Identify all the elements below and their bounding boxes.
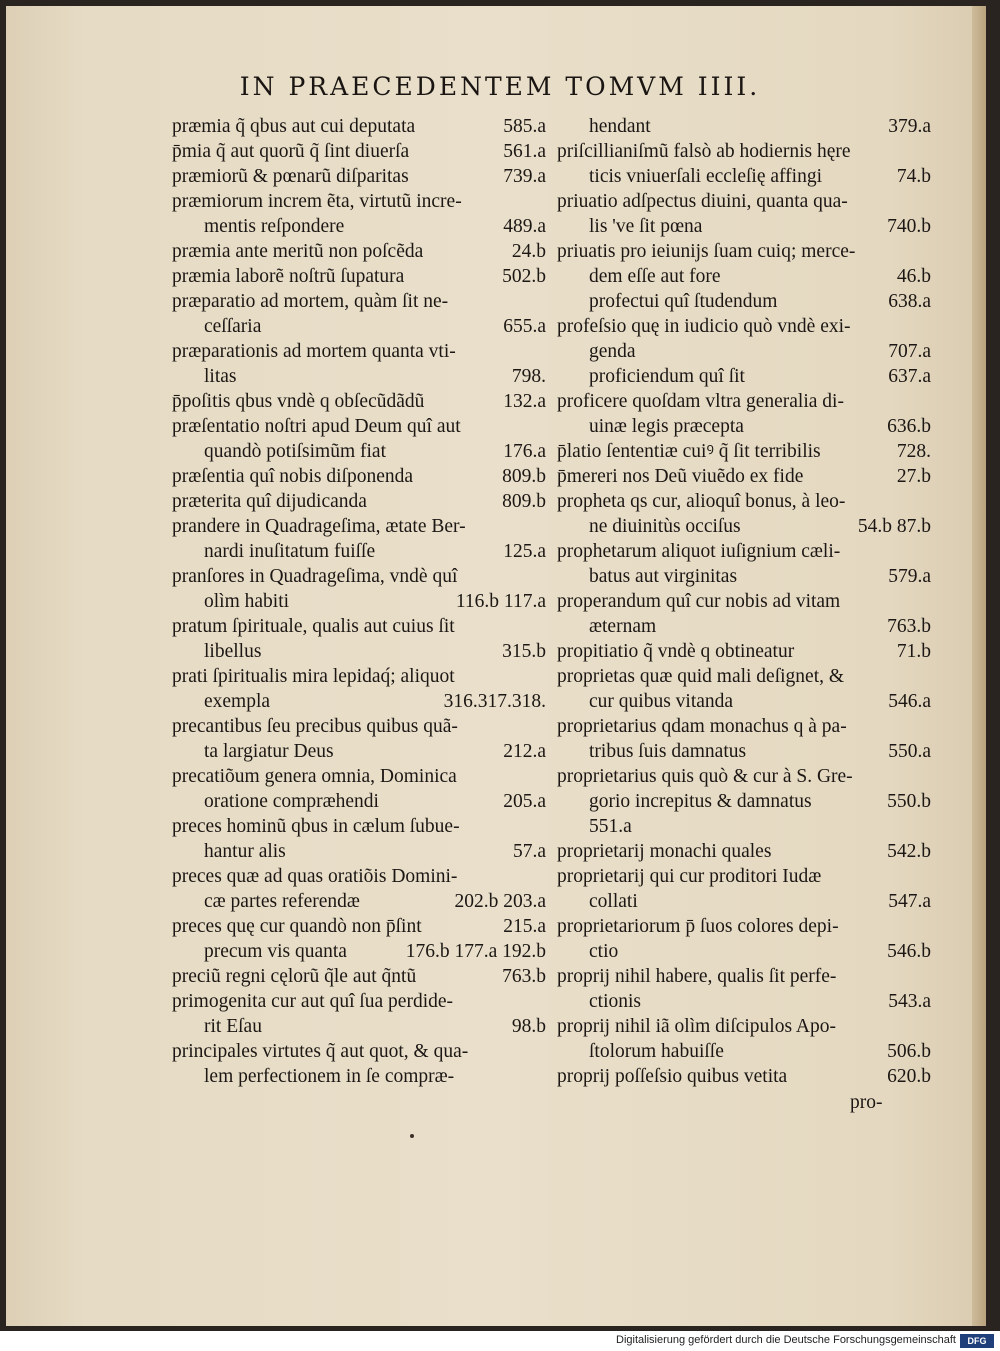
index-entry-text: p̄latio ſententiæ cuiꝰ q̃ ſit terribilis: [557, 441, 821, 462]
index-entry: [172, 764, 546, 789]
index-entry: [557, 539, 931, 564]
index-entry-text: proprietarius quis quò & cur à S. Gre-: [557, 766, 853, 787]
index-entry: [557, 114, 931, 139]
index-entry-text: preces hominũ qbus in cælum ſubue-: [172, 816, 460, 837]
index-entry-text: exempla: [204, 691, 271, 712]
index-entry-page-ref: 550.a: [888, 741, 931, 762]
index-entry: [172, 814, 546, 839]
index-entry-text: batus aut virginitas: [589, 566, 738, 587]
index-entry: [557, 839, 931, 864]
index-entry-text: ſtolorum habuiſſe: [589, 1041, 724, 1062]
index-entry-text: proprij nihil iã olìm diſcipulos Apo-: [557, 1016, 836, 1037]
index-entry-page-ref: 502.b: [502, 266, 546, 287]
index-entry-page-ref: 212.a: [503, 741, 546, 762]
index-entry-text: prandere in Quadrageſima, ætate Ber-: [172, 516, 466, 537]
index-entry-text: ticis vniuerſali eccleſię affingi: [589, 166, 823, 187]
index-entry-text: lem perfectionem in ſe compræ-: [204, 1066, 455, 1087]
index-entry: [557, 689, 931, 714]
index-entry-text: tribus ſuis damnatus: [589, 741, 747, 762]
index-entry: [172, 539, 546, 564]
index-entry-text: oratione compræhendi: [204, 791, 379, 812]
index-entry: [557, 164, 931, 189]
index-entry-page-ref: 125.a: [503, 541, 546, 562]
index-entry-text: nardi inuſitatum fuiſſe: [204, 541, 376, 562]
index-entry-page-ref: 763.b: [502, 966, 546, 987]
index-entry-text: preces quæ ad quas oratiõis Domini-: [172, 866, 458, 887]
index-entry-page-ref: 46.b: [896, 266, 931, 287]
index-entry-page-ref: 542.b: [887, 841, 931, 862]
index-column-left: [172, 114, 546, 1089]
index-entry-text: proficere quoſdam vltra generalia di-: [557, 391, 844, 412]
index-entry-text: priuatis pro ieiunijs ſuam cuiq; merce-: [557, 241, 856, 262]
index-entry-text: properandum quî cur nobis ad vitam: [557, 591, 841, 612]
index-entry: [557, 1014, 931, 1039]
index-entry: [557, 914, 931, 939]
index-entry: [172, 139, 546, 164]
index-entry-text: litas: [204, 366, 237, 387]
index-entry: [172, 514, 546, 539]
index-entry: [172, 114, 546, 139]
index-entry: [172, 689, 546, 714]
index-entry-text: præmia laborẽ noſtrũ ſupatura: [172, 266, 405, 287]
index-entry-text: rit Eſau: [204, 1016, 262, 1037]
index-entry-text: genda: [589, 341, 636, 362]
ink-speck: [410, 1134, 414, 1138]
index-entry: [172, 639, 546, 664]
index-entry-text: ctio: [589, 941, 619, 962]
index-entry: [557, 1039, 931, 1064]
index-entry-text: p̄poſitis qbus vndè q obſecũdãdũ: [172, 391, 425, 412]
index-entry: [557, 464, 931, 489]
index-entry-text: præſentatio noſtri apud Deum quî aut: [172, 416, 461, 437]
index-entry-page-ref: 585.a: [503, 116, 546, 137]
index-entry-text: prati ſpiritualis mira lepidaq́; aliquot: [172, 666, 455, 687]
index-entry-page-ref: 546.b: [887, 941, 931, 962]
index-entry-text: propitiatio q̃ vndè q obtineatur: [557, 641, 795, 662]
index-entry: [557, 639, 931, 664]
index-entry-text: prophetarum aliquot iuſignium cæli-: [557, 541, 841, 562]
index-entry: [557, 139, 931, 164]
index-entry-text: gorio increpitus & damnatus: [589, 791, 812, 812]
index-entry-text: preces quę cur quandò non p̄ſint: [172, 916, 422, 937]
index-entry-text: preciũ regni cęlorũ q̃le aut q̃ntũ: [172, 966, 417, 987]
index-entry-text: precantibus ſeu precibus quibus quã-: [172, 716, 458, 737]
index-entry-page-ref: 205.a: [503, 791, 546, 812]
index-entry: [172, 389, 546, 414]
footer-bar: [0, 1331, 1000, 1351]
index-entry-text: præmia q̃ qbus aut cui deputata: [172, 116, 416, 137]
index-entry: [172, 939, 546, 964]
index-entry-text: proprietarius qdam monachus q à pa-: [557, 716, 847, 737]
index-entry: [557, 714, 931, 739]
index-entry-text: proprij nihil habere, qualis ſit perfe-: [557, 966, 837, 987]
index-entry: [172, 914, 546, 939]
index-entry: [172, 489, 546, 514]
index-entry-text: p̄mia q̃ aut quorũ q̃ ſint diuerſa: [172, 141, 410, 162]
index-entry: [557, 589, 931, 614]
index-entry-text: æternam: [589, 616, 657, 637]
index-entry-text: hendant: [589, 116, 651, 137]
index-entry-text: pranſores in Quadrageſima, vndè quî: [172, 566, 458, 587]
index-entry-text: uinæ legis præcepta: [589, 416, 744, 437]
index-entry-text: priuatio adſpectus diuini, quanta qua-: [557, 191, 848, 212]
index-entry: [172, 189, 546, 214]
index-entry: [557, 614, 931, 639]
index-entry: [172, 889, 546, 914]
index-entry-text: præmiorũ & pœnarũ diſparitas: [172, 166, 409, 187]
index-entry-text: proprij poſſeſsio quibus vetita: [557, 1066, 788, 1087]
index-entry-page-ref: 620.b: [887, 1066, 931, 1087]
index-entry-page-ref: 215.a: [503, 916, 546, 937]
index-entry: [172, 614, 546, 639]
index-entry-page-ref: 316.317.318.: [443, 691, 546, 712]
index-entry-page-ref: 543.a: [888, 991, 931, 1012]
index-entry-page-ref: 637.a: [888, 366, 931, 387]
index-entry-page-ref: 636.b: [887, 416, 931, 437]
index-entry: [172, 414, 546, 439]
index-entry-page-ref: 132.a: [503, 391, 546, 412]
index-entry-text: lis 've ſit pœna: [589, 216, 703, 237]
index-entry: [557, 964, 931, 989]
index-entry-page-ref: 74.b: [896, 166, 931, 187]
index-entry: [557, 489, 931, 514]
index-entry-page-ref: 809.b: [502, 491, 546, 512]
index-entry-text: proprietas quæ quid mali deſignet, &: [557, 666, 845, 687]
index-entry-page-ref: 798.: [511, 366, 546, 387]
index-entry-page-ref: 116.b 117.a: [455, 591, 546, 612]
index-entry-text: præterita quî dijudicanda: [172, 491, 367, 512]
index-entry-page-ref: 98.b: [511, 1016, 546, 1037]
index-entry-page-ref: 176.a: [503, 441, 546, 462]
index-entry-page-ref: 550.b: [887, 791, 931, 812]
index-entry-text: proprietarij qui cur proditori Iudæ: [557, 866, 822, 887]
index-entry: [172, 589, 546, 614]
index-entry-page-ref: 728.: [896, 441, 931, 462]
index-entry-text: hantur alis: [204, 841, 286, 862]
index-entry-text: cæ partes referendæ: [204, 891, 360, 912]
index-entry: [557, 314, 931, 339]
index-entry-page-ref: 739.a: [503, 166, 546, 187]
index-entry: [557, 439, 931, 464]
footer-credit: Digitalisierung gefördert durch die Deutsche Forschungsgemeinschaft: [616, 1334, 956, 1346]
index-entry-text: propheta qs cur, alioquî bonus, à leo-: [557, 491, 846, 512]
index-entry-text: ne diuinitùs occiſus: [589, 516, 741, 537]
index-column-right: [557, 114, 931, 1089]
index-entry: [172, 164, 546, 189]
index-entry: [172, 339, 546, 364]
index-entry-text: cur quibus vitanda: [589, 691, 734, 712]
index-entry: [172, 964, 546, 989]
index-entry-text: profeſsio quę in iudicio quò vndè exi-: [557, 316, 851, 337]
index-entry: [172, 714, 546, 739]
dfg-logo[interactable]: DFG: [960, 1334, 994, 1348]
index-entry: [557, 889, 931, 914]
index-entry-page-ref: 707.a: [888, 341, 931, 362]
index-entry-page-ref: 57.a: [512, 841, 546, 862]
index-entry-page-ref: 740.b: [887, 216, 931, 237]
index-entry: [557, 789, 931, 814]
index-entry: [172, 564, 546, 589]
index-entry-page-ref: 763.b: [887, 616, 931, 637]
index-entry-page-ref: 27.b: [896, 466, 931, 487]
index-entry: [172, 664, 546, 689]
index-entry: [172, 214, 546, 239]
index-entry-text: 551.a: [589, 816, 632, 837]
index-entry-text: precatiõum genera omnia, Dominica: [172, 766, 457, 787]
index-entry-text: mentis reſpondere: [204, 216, 345, 237]
index-entry-text: præparationis ad mortem quanta vti-: [172, 341, 456, 362]
index-entry: [172, 464, 546, 489]
index-entry-page-ref: 638.a: [888, 291, 931, 312]
index-entry-page-ref: 176.b 177.a 192.b: [405, 941, 546, 962]
index-entry: [172, 264, 546, 289]
index-entry: [557, 1064, 931, 1089]
index-entry: [557, 264, 931, 289]
index-entry: [557, 289, 931, 314]
index-entry: [172, 1014, 546, 1039]
index-entry: [557, 764, 931, 789]
index-entry: [557, 189, 931, 214]
index-entry-text: priſcillianiſmũ falsò ab hodiernis hęre: [557, 141, 851, 162]
index-entry: [557, 339, 931, 364]
index-entry: [557, 664, 931, 689]
index-entry: [557, 739, 931, 764]
index-entry-text: ta largiatur Deus: [204, 741, 334, 762]
index-entry-page-ref: 71.b: [896, 641, 931, 662]
index-entry: [557, 939, 931, 964]
index-entry: [172, 1039, 546, 1064]
index-entry: [172, 789, 546, 814]
catchword: pro-: [850, 1092, 883, 1113]
index-entry-text: principales virtutes q̃ aut quot, & qua-: [172, 1041, 469, 1062]
index-entry-text: quandò potiſsimũm fiat: [204, 441, 386, 462]
index-entry: [172, 439, 546, 464]
index-entry: [557, 364, 931, 389]
index-entry: [557, 389, 931, 414]
index-entry-text: præmia ante meritũ non poſcẽda: [172, 241, 424, 262]
index-entry: [172, 314, 546, 339]
index-entry: [557, 864, 931, 889]
index-entry-text: proprietarij monachi quales: [557, 841, 772, 862]
index-entry-text: primogenita cur aut quî ſua perdide-: [172, 991, 454, 1012]
index-entry-text: olìm habiti: [204, 591, 290, 612]
index-entry-text: pratum ſpirituale, qualis aut cuius ſit: [172, 616, 455, 637]
page-header: IN PRAECEDENTEM TOMVM IIII.: [239, 72, 761, 101]
index-entry: [172, 289, 546, 314]
index-entry: [172, 239, 546, 264]
index-entry: [557, 514, 931, 539]
index-entry-page-ref: 315.b: [502, 641, 546, 662]
index-entry-text: proficiendum quî ſit: [589, 366, 745, 387]
index-entry: [557, 239, 931, 264]
index-entry: [557, 564, 931, 589]
index-entry: [172, 839, 546, 864]
index-entry: [557, 214, 931, 239]
index-entry-page-ref: 546.a: [888, 691, 931, 712]
index-entry-page-ref: 561.a: [503, 141, 546, 162]
index-entry-text: præmiorum increm ẽta, virtutũ incre-: [172, 191, 462, 212]
index-entry-text: proprietariorum p̄ ſuos colores depi-: [557, 916, 839, 937]
index-entry-text: ceſſaria: [204, 316, 262, 337]
paper-edge: [972, 6, 986, 1326]
index-entry-page-ref: 655.a: [503, 316, 546, 337]
index-entry-page-ref: 579.a: [888, 566, 931, 587]
index-entry: [172, 364, 546, 389]
index-entry-text: præparatio ad mortem, quàm ſit ne-: [172, 291, 449, 312]
index-entry-page-ref: 489.a: [503, 216, 546, 237]
index-entry: [172, 1064, 546, 1089]
index-entry-text: profectui quî ſtudendum: [589, 291, 778, 312]
index-entry-text: ctionis: [589, 991, 641, 1012]
index-entry: [557, 989, 931, 1014]
index-entry: [557, 814, 931, 839]
index-entry-page-ref: 202.b 203.a: [454, 891, 546, 912]
index-entry-page-ref: 24.b: [511, 241, 546, 262]
index-entry: [557, 414, 931, 439]
index-entry: [172, 989, 546, 1014]
index-entry-text: p̄mereri nos Deũ viuẽdo ex fide: [557, 466, 804, 487]
index-entry-page-ref: 809.b: [502, 466, 546, 487]
index-entry-text: libellus: [204, 641, 262, 662]
index-entry-text: dem eſſe aut fore: [589, 266, 721, 287]
index-entry-page-ref: 506.b: [887, 1041, 931, 1062]
index-entry-page-ref: 379.a: [888, 116, 931, 137]
index-entry-text: præſentia quî nobis diſponenda: [172, 466, 414, 487]
index-entry: [172, 739, 546, 764]
index-entry-page-ref: 54.b 87.b: [857, 516, 931, 537]
index-entry: [172, 864, 546, 889]
index-entry-page-ref: 547.a: [888, 891, 931, 912]
index-entry-text: precum vis quanta: [204, 941, 347, 962]
index-entry-text: collati: [589, 891, 638, 912]
